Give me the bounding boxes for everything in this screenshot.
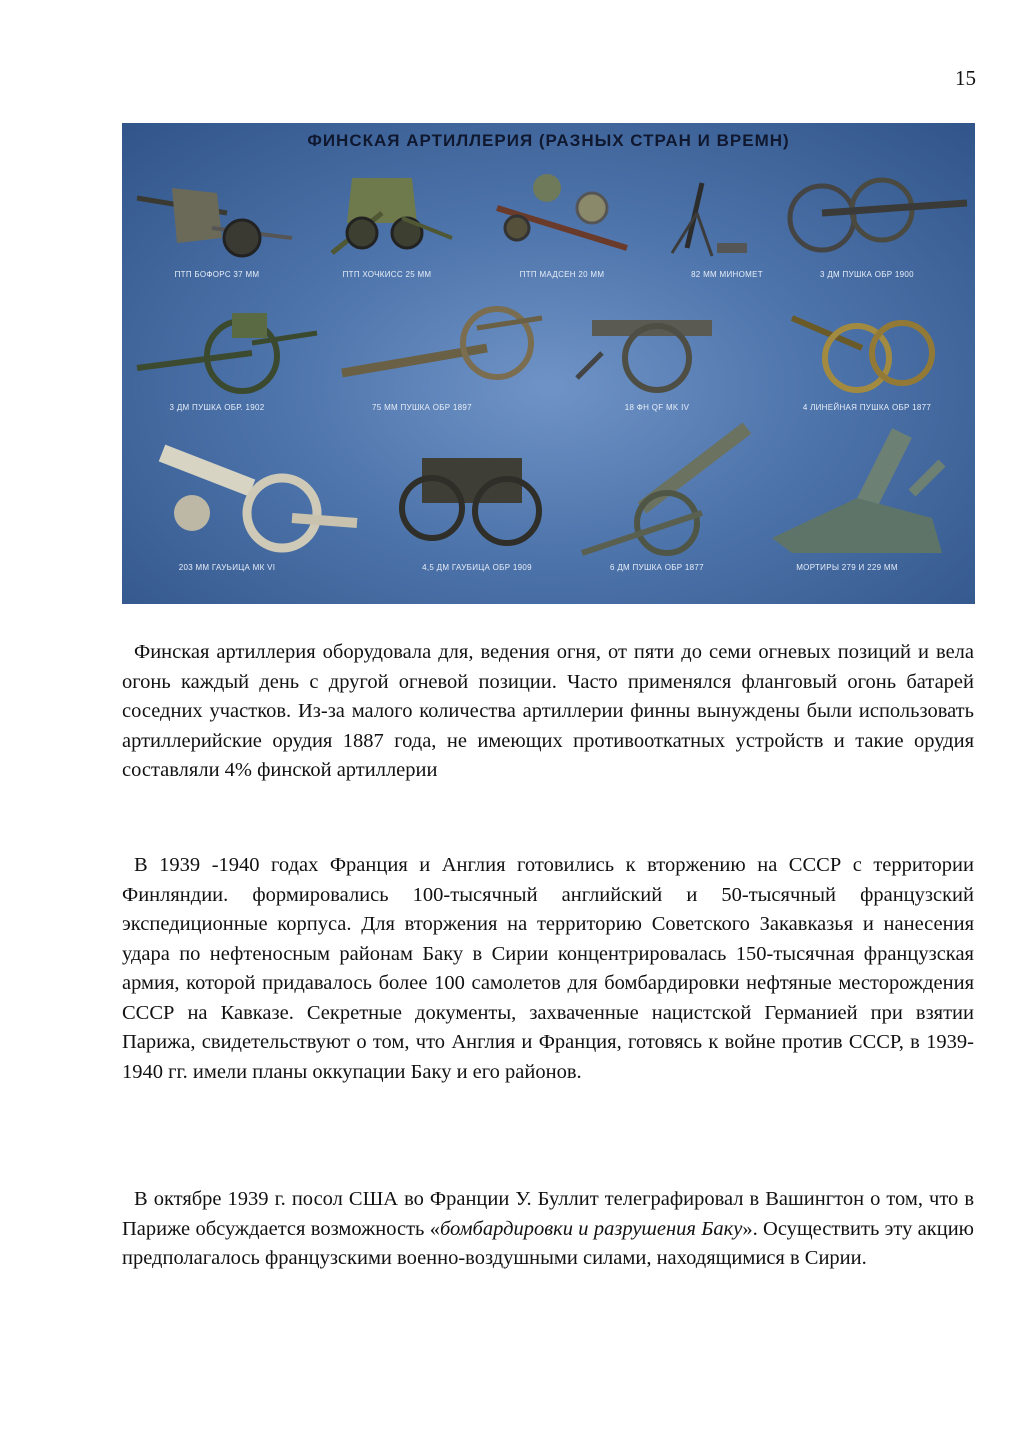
paragraph-3-text-end: ». Осуществить эту акцию предполагалось французскими военно-воздушными силами, находящимися в Сирии. (122, 1217, 974, 1269)
gun-45in-howitzer (392, 433, 562, 583)
gun-label: 3 ДМ ПУШКА ОБР 1900 (820, 270, 914, 279)
gun-label: 4,5 ДМ ГАУБИЦА ОБР 1909 (422, 563, 532, 572)
gun-label: 3 ДМ ПУШКА ОБР. 1902 (169, 403, 265, 412)
paragraph-3 (122, 1185, 974, 1274)
gun-203mm-howitzer (142, 433, 312, 583)
gun-label: 203 ММ ГАУЬИЦА МК VI (178, 563, 276, 572)
gun-label: ПТП БОФОРС 37 ММ (174, 270, 260, 279)
gun-label: 4 ЛИНЕЙНАЯ ПУШКА ОБР 1877 (802, 403, 932, 412)
gun-label: 82 ММ МИНОМЕТ (691, 270, 763, 279)
paragraph-3-text: В октябре 1939 г. посол США во Франции У. Буллит телеграфировал в Вашингтон о том, что в Париже обсуждается возможность « (122, 1188, 974, 1240)
gun-bofors-37 (132, 168, 302, 318)
gun-label: ПТП ХОЧКИСС 25 ММ (342, 270, 432, 279)
gun-label: 75 ММ ПУШКА ОБР 1897 (372, 403, 472, 412)
page-number: 15 (955, 66, 976, 90)
gun-hotchkiss-25 (302, 168, 472, 318)
paragraph-2: В 1939 -1940 годах Франция и Англия готовились к вторжению на СССР с территории Финляндии. формировались 100-тысячный английский и 50-тысячный французский экспедиционные корпуса. Для вторжения на территорию Советского Закавказья и нанесения удара по нефтеносным районам Баку в Сирии концентрировалась 150-тысячная французская армия, которой придавалось более 100 самолетов для бомбардировки нефтяные месторождения СССР на Кавказе. Секретные документы, захваченные нацистской Германией при взятии Парижа, свидетельствуют о том, что Англия и Франция, готовясь к войне против СССР, в 1939-1940 гг. имели планы оккупации Баку и его районов. (122, 854, 974, 1083)
gun-mortars-279-229 (762, 423, 932, 573)
gun-label: ПТП МАДСЕН 20 ММ (519, 270, 605, 279)
paragraph-3-quote: бомбардировки и разрушения Баку (439, 1217, 743, 1240)
paragraph-1: Финская артиллерия оборудовала для, ведения огня, от пяти до семи огневых позиций и вела огонь каждый день с другой огневой позиции. Часто применялся фланговый огонь батарей соседних участков. Из-за малого количества артиллерии финны вынуждены были использовать артиллерийские орудия 1887 года, не имеющих противооткатных устройств и такие орудия составляли 4% финской артиллерии (122, 641, 974, 781)
gun-madsen-20 (477, 168, 647, 318)
gun-3in-1902 (132, 298, 302, 448)
gun-3in-1900 (782, 168, 952, 318)
gun-6in-1877 (572, 423, 742, 573)
artillery-figure (122, 123, 975, 604)
gun-75mm-1897 (337, 298, 507, 448)
figure-title: ФИНСКАЯ АРТИЛЛЕРИЯ (РАЗНЫХ СТРАН И ВРЕМН) (307, 131, 790, 150)
gun-label: МОРТИРЫ 279 И 229 ММ (796, 563, 898, 572)
gun-label: 18 ФН QF MK IV (624, 403, 690, 412)
gun-label: 6 ДМ ПУШКА ОБР 1877 (610, 563, 704, 572)
